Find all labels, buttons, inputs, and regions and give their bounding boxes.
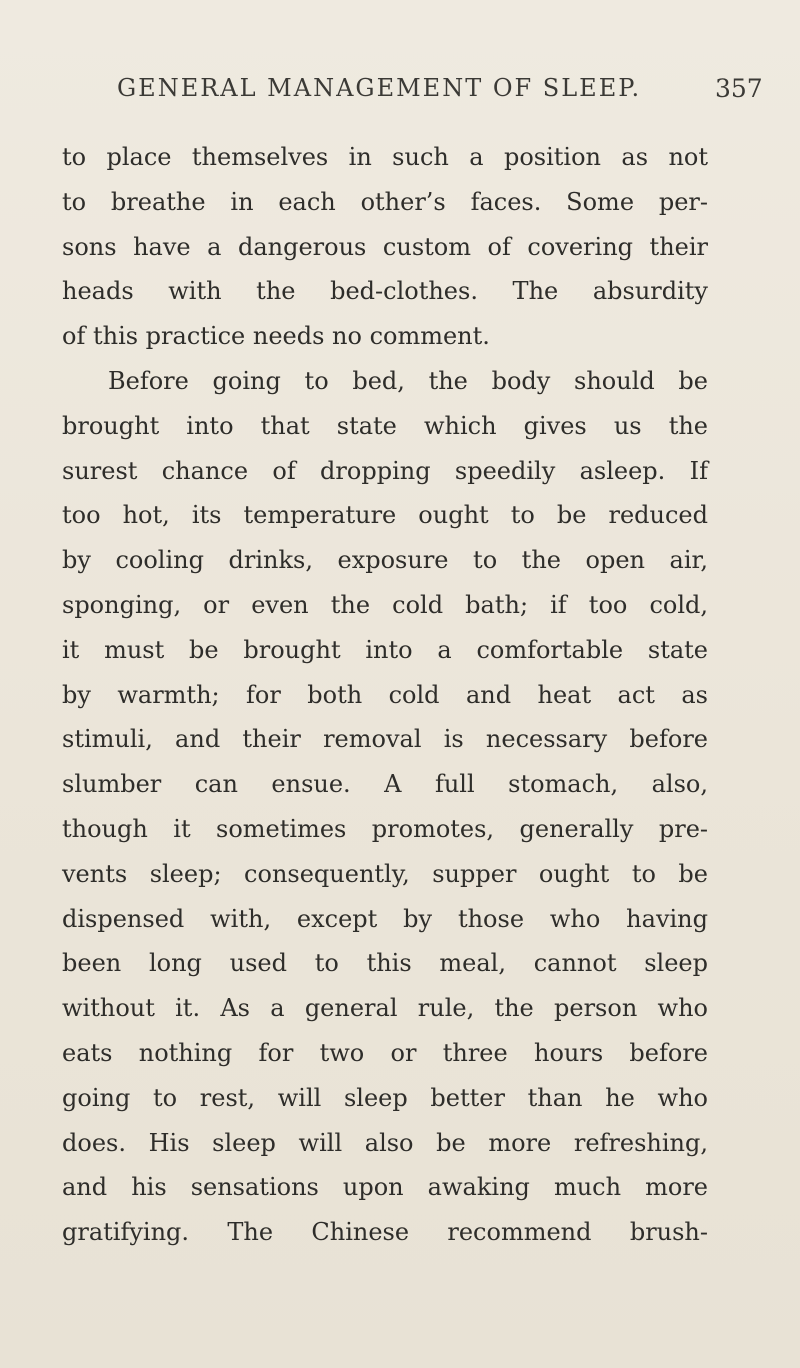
running-head: GENERAL MANAGEMENT OF SLEEP. [117,74,642,102]
text-line: heads with the bed-clothes. The absurdity [62,277,708,306]
text-line: surest chance of dropping speedily asleep. If [62,456,708,485]
page-number: 357 [715,74,763,103]
text-line: to place themselves in such a position as not [62,143,708,171]
paragraph-start-line: Before going to bed, the body should be [108,366,708,395]
text-line: stimuli, and their removal is necessary before [62,725,708,754]
text-line: by warmth; for both cold and heat act as [62,680,708,709]
page-header [0,74,800,114]
text-line: it must be brought into a comfortable state [62,635,708,664]
text-line: eats nothing for two or three hours before [62,1038,708,1067]
text-line: sponging, or even the cold bath; if too cold, [62,590,708,619]
text-line: slumber can ensue. A full stomach, also, [62,770,708,799]
text-line: though it sometimes promotes, generally pre- [62,814,708,843]
text-line: dispensed with, except by those who having [62,904,708,933]
text-line: been long used to this meal, cannot sleep [62,949,708,978]
text-line: gratifying. The Chinese recommend brush- [62,1218,708,1247]
text-line: without it. As a general rule, the person who [62,994,708,1023]
body-text [62,135,708,1255]
text-line: too hot, its temperature ought to be reduced [62,501,708,530]
text-line: sons have a dangerous custom of covering their [62,232,708,261]
text-line: does. His sleep will also be more refreshing, [62,1128,708,1157]
text-line: brought into that state which gives us the [62,411,708,440]
text-line: and his sensations upon awaking much more [62,1173,708,1202]
text-line: going to rest, will sleep better than he who [62,1083,708,1112]
text-line: vents sleep; consequently, supper ought to be [62,859,708,888]
text-line: to breathe in each other’s faces. Some per- [62,187,708,216]
text-line: by cooling drinks, exposure to the open air, [62,546,708,575]
text-line: of this practice needs no comment. [62,322,490,351]
